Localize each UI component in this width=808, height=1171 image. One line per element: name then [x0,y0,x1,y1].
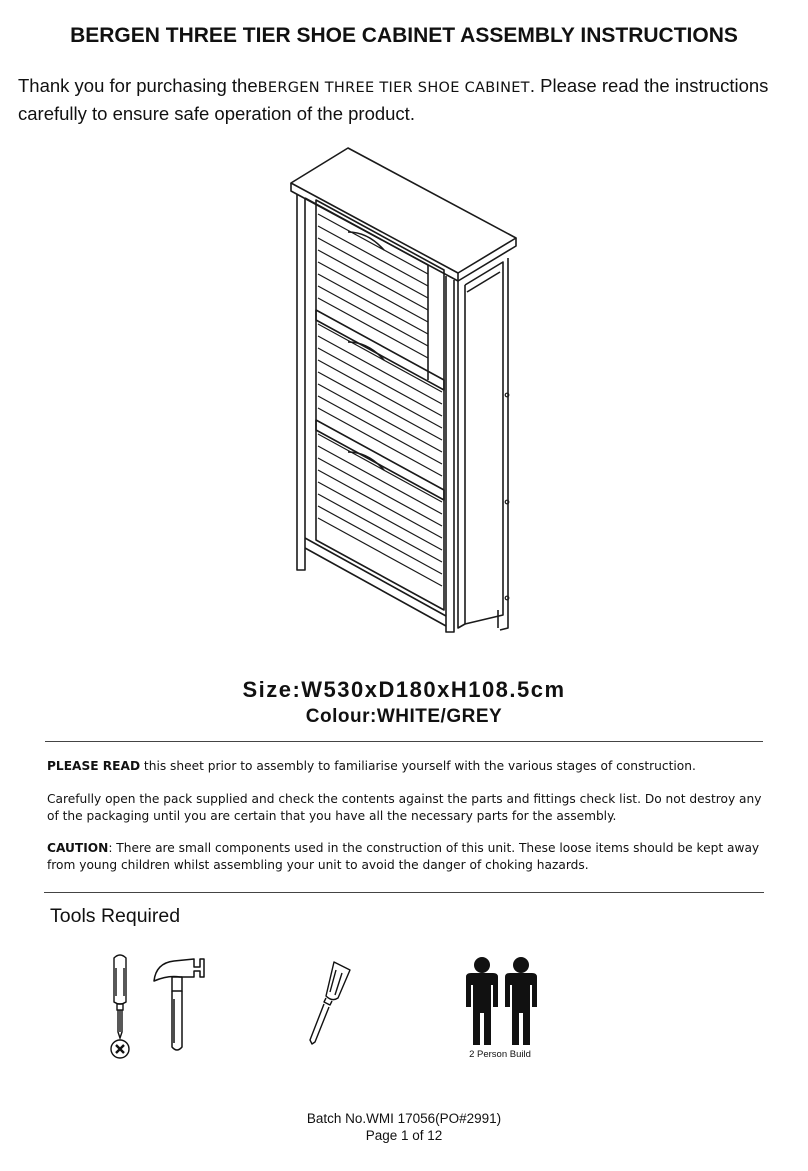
product-colour: Colour:WHITE/GREY [305,706,503,727]
divider-top [45,741,763,742]
cross-screwdriver-icon [100,950,140,1065]
intro-prefix: Thank you for purchasing the [18,75,258,96]
batch-number: Batch No.WMI 17056(PO#2991) [306,1111,502,1126]
note-lead: PLEASE READ [47,759,141,773]
page-title: BERGEN THREE TIER SHOE CABINET ASSEMBLY INSTRUCTIONS [70,24,738,47]
note-check-contents [47,791,767,824]
hammer-icon [150,955,210,1055]
product-size: Size:W530xD180xH108.5cm [242,677,566,702]
intro-paragraph [18,73,798,127]
tools-heading: Tools Required [50,905,181,927]
intro-suffix: . Please read the instructions carefully to ensure safe operation of the product. [18,75,769,124]
note-text: Carefully open the pack supplied and check the contents against the parts and fittings check list. Do not destroy any of the packaging until you are certain that you have all the necessary parts for the assembly. [47,792,762,823]
note-text: : There are small components used in the construction of this unit. These loose items should be kept away from young children whilst assembling your unit to avoid the danger of choking hazards. [47,841,760,872]
flat-screwdriver-icon [298,958,358,1058]
note-please-read [47,758,767,775]
note-lead: CAUTION [47,841,109,855]
divider-bottom [44,892,764,893]
two-person-icon [462,955,542,1047]
note-text: this sheet prior to assembly to familiarise yourself with the various stages of construction. [140,759,696,773]
footer [0,1110,808,1144]
note-caution [47,840,767,873]
intro-product-name: BERGEN THREE TIER SHOE CABINET [257,80,530,96]
two-person-build-label: 2 Person Build [469,1049,531,1060]
page-number: Page 1 of 12 [365,1128,443,1143]
